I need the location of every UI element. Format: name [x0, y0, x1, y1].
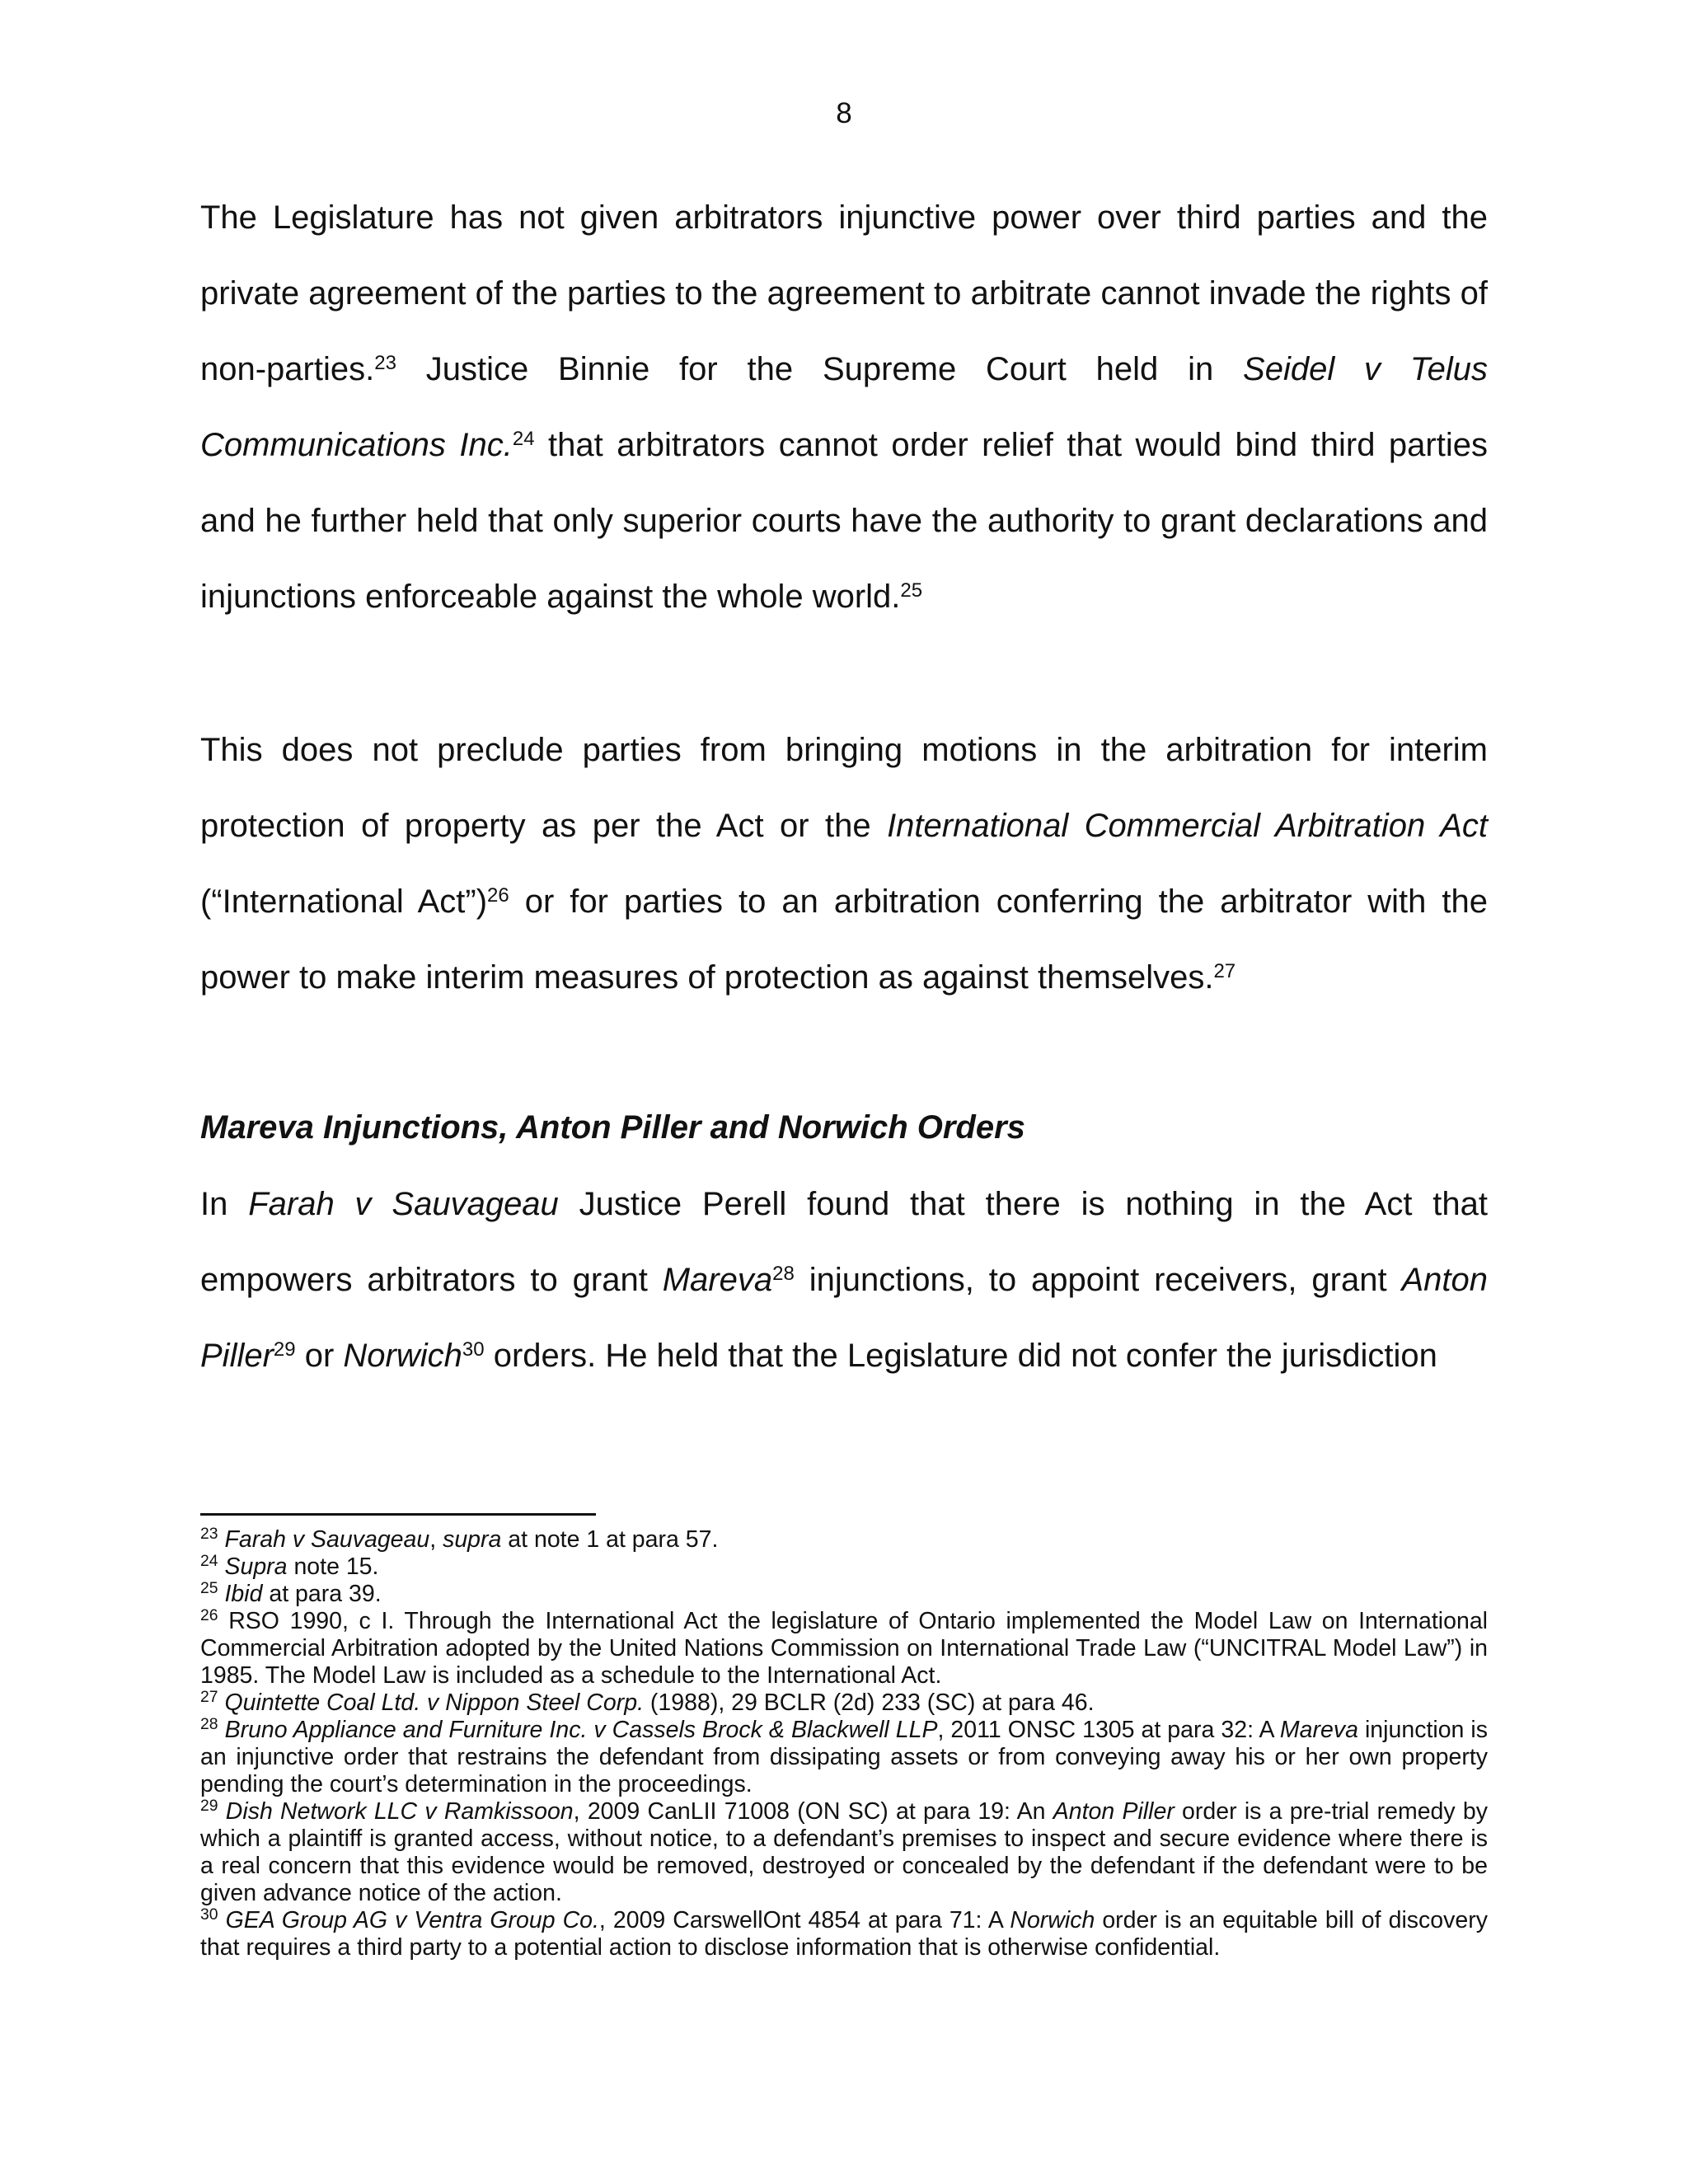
case-name: Farah v Sauvageau [224, 1526, 430, 1553]
term-mareva: Mareva [662, 1262, 773, 1298]
term-anton-piller: Anton Piller [200, 1262, 1489, 1374]
footnote-number: 26 [200, 1606, 218, 1625]
footnote-24 [200, 1554, 1488, 1581]
footnote-signal: Ibid [224, 1581, 263, 1607]
footnote-ref-23[interactable]: 23 [374, 351, 396, 374]
footnote-27 [200, 1690, 1488, 1717]
term-norwich: Norwich [1010, 1907, 1095, 1933]
footnote-text: RSO 1990, c I. Through the International Act the legislature of Ontario implemented the Model Law on International Commercial Arbitration adopted by the United Nations Commission on International Trade Law (“UNCITRAL Model Law”) in 1985. The Model Law is included as a schedule to the International Act. [200, 1608, 1488, 1689]
paragraph-third-parties [200, 180, 1488, 635]
footnote-28 [200, 1717, 1488, 1798]
footnote-signal: supra [443, 1526, 502, 1553]
section-heading: Mareva Injunctions, Anton Piller and Norwich Orders [200, 1109, 1025, 1146]
paragraph-text: Justice Perell found that there is nothing in the Act that empowers arbitrators to grant [200, 1186, 1489, 1298]
term-norwich: Norwich [343, 1338, 462, 1374]
paragraph-text: The Legislature has not given arbitrators injunctive power over third parties and the private agreement of the parties to the agreement to arbitrate cannot invade the rights of non-parties. [200, 199, 1488, 387]
footnote-number: 29 [200, 1797, 218, 1816]
case-name: Dish Network LLC v Ramkissoon [225, 1798, 574, 1825]
footnote-ref-28[interactable]: 28 [772, 1262, 795, 1285]
case-name: GEA Group AG v Ventra Group Co. [225, 1907, 599, 1933]
footnote-text: order is an equitable bill of discovery that requires a third party to a potential action to disclose information that is otherwise confidential. [200, 1907, 1488, 1961]
footnote-number: 28 [200, 1715, 218, 1734]
footnote-number: 30 [200, 1905, 218, 1924]
footnote-ref-26[interactable]: 26 [487, 883, 509, 907]
footnote-text: , 2011 ONSC 1305 at para 32: A [937, 1717, 1280, 1743]
footnote-number: 23 [200, 1525, 218, 1544]
footnote-text: , 2009 CarswellOnt 4854 at para 71: A [598, 1907, 1010, 1933]
case-name: Farah v Sauvageau [248, 1186, 559, 1222]
paragraph-text: or for parties to an arbitration conferring the arbitrator with the power to make interim measures of protection as against themselves. [200, 883, 1489, 996]
footnote-ref-29[interactable]: 29 [273, 1338, 296, 1361]
paragraph-text: orders. He held that the Legislature did not confer the jurisdiction [484, 1338, 1437, 1374]
page-number: 8 [836, 97, 852, 129]
footnote-25 [200, 1581, 1488, 1608]
paragraph-text: (“International Act”) [200, 883, 488, 920]
statute-name: International Commercial Arbitration Act [887, 808, 1489, 844]
footnote-number: 27 [200, 1688, 218, 1707]
footnote-number: 25 [200, 1579, 218, 1598]
term-mareva: Mareva [1279, 1717, 1358, 1743]
paragraph-text: Justice Binnie for the Supreme Court held in [396, 351, 1244, 387]
case-name: Bruno Appliance and Furniture Inc. v Cassels Brock & Blackwell LLP [224, 1717, 938, 1743]
paragraph-text: This does not preclude parties from bringing motions in the arbitration for interim protection of property as per the Act or the [200, 732, 1488, 844]
paragraph-text: In [200, 1186, 249, 1222]
footnote-text: injunction is an injunctive order that restrains the defendant from dissipating assets or from conveying away his or her own property pending the court’s determination in the proceedings. [200, 1717, 1488, 1797]
footnote-number: 24 [200, 1552, 218, 1571]
footnote-ref-25[interactable]: 25 [900, 579, 923, 602]
term-anton-piller: Anton Piller [1053, 1798, 1175, 1825]
footnote-text: , [429, 1526, 443, 1553]
paragraph-mareva [200, 1166, 1488, 1394]
footnote-ref-27[interactable]: 27 [1213, 959, 1236, 982]
paragraph-interim-protection [200, 712, 1488, 1015]
footnotes [200, 1526, 1488, 1961]
footnote-text: , 2009 CanLII 71008 (ON SC) at para 19: An [573, 1798, 1053, 1825]
footnote-ref-24[interactable]: 24 [512, 427, 535, 450]
footnote-separator [200, 1513, 596, 1516]
case-name: Quintette Coal Ltd. v Nippon Steel Corp. [224, 1690, 645, 1716]
paragraph-text: or [295, 1338, 344, 1374]
footnote-30 [200, 1907, 1488, 1961]
footnote-text: at para 39. [262, 1581, 382, 1607]
footnote-29 [200, 1798, 1488, 1907]
footnote-text: at note 1 at para 57. [501, 1526, 719, 1553]
footnote-signal: Supra [224, 1554, 288, 1580]
footnote-26 [200, 1608, 1488, 1690]
footnote-text: order is a pre-trial remedy by which a plaintiff is granted access, without notice, to a defendant’s premises to inspect and secure evidence where there is a real concern that this evidence would be removed, destroyed or concealed by the defendant if the defendant were to be given advance notice of the action. [200, 1798, 1488, 1906]
paragraph-text: that arbitrators cannot order relief that would bind third parties and he further held that only superior courts have the authority to grant declarations and injunctions enforceable against the whole world. [200, 427, 1488, 615]
footnote-23 [200, 1526, 1488, 1554]
footnote-text: (1988), 29 BCLR (2d) 233 (SC) at para 46. [644, 1690, 1095, 1716]
case-name: Seidel v Telus Communications Inc. [200, 351, 1488, 463]
paragraph-text: injunctions, to appoint receivers, grant [794, 1262, 1402, 1298]
footnote-text: note 15. [287, 1554, 379, 1580]
footnote-ref-30[interactable]: 30 [462, 1338, 485, 1361]
